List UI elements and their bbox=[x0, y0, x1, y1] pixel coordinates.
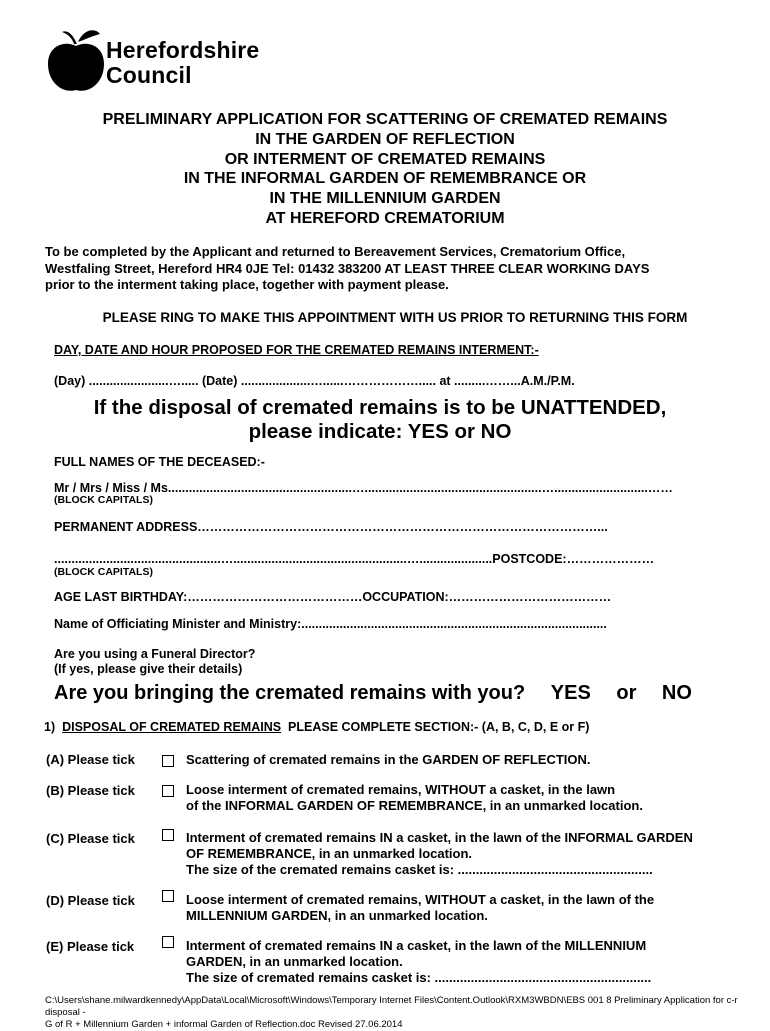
section-1-heading bbox=[44, 720, 589, 734]
intro-line: Westfaling Street, Hereford HR4 0JE Tel: 01432 383200 AT LEAST THREE CLEAR WORKING DAYS bbox=[45, 260, 650, 276]
council-logo-text bbox=[106, 38, 259, 88]
title-line: PRELIMINARY APPLICATION FOR SCATTERING OF CREMATED REMAINS bbox=[102, 111, 668, 128]
age-occupation-field[interactable]: AGE LAST BIRTHDAY:……………………………………OCCUPATION:………………………………… bbox=[54, 590, 612, 604]
ring-notice: PLEASE RING TO MAKE THIS APPOINTMENT WITH US PRIOR TO RETURNING THIS FORM bbox=[102, 310, 688, 325]
option-line: Interment of cremated remains IN a casket, in the lawn of the MILLENNIUM bbox=[186, 938, 647, 953]
option-line: MILLENNIUM GARDEN, in an unmarked location. bbox=[186, 908, 488, 923]
title-line: IN THE GARDEN OF REFLECTION bbox=[255, 130, 515, 148]
option-d-label: (D) Please tick bbox=[46, 893, 135, 908]
block-capitals-note: (BLOCK CAPITALS) bbox=[54, 566, 153, 578]
option-a-text bbox=[186, 752, 726, 768]
unattended-line[interactable]: please indicate: YES or NO bbox=[248, 420, 512, 443]
option-e-label: (E) Please tick bbox=[46, 939, 135, 954]
intro-line: To be completed by the Applicant and returned to Bereavement Services, Crematorium Office, bbox=[45, 244, 626, 259]
title-line: IN THE INFORMAL GARDEN OF REMEMBRANCE OR bbox=[183, 170, 587, 188]
footer-line: C:\Users\shane.milwardkennedy\AppData\Local\Microsoft\Windows\Temporary Internet Files\Content.Outlook\RXM3WBDN\EBS 001 8 Preliminary Application for c-r disposal - bbox=[45, 995, 738, 1018]
bringing-question-text: Are you bringing the cremated remains with you? bbox=[54, 682, 526, 704]
block-capitals-note: (BLOCK CAPITALS) bbox=[54, 494, 153, 506]
address-field[interactable]: PERMANENT ADDRESS……………………………………………………………………………………... bbox=[54, 520, 608, 534]
title-line: AT HEREFORD CREMATORIUM bbox=[265, 209, 505, 227]
funeral-director-question: Are you using a Funeral Director? bbox=[54, 647, 256, 661]
footer-line: G of R + Millennium Garden + informal Garden of Reflection.doc Revised 27.06.2014 bbox=[45, 1019, 403, 1030]
postcode-field[interactable]: ................................................…..................................................….....................POSTCODE:………………… bbox=[54, 552, 655, 566]
day-date-heading: DAY, DATE AND HOUR PROPOSED FOR THE CREMATED REMAINS INTERMENT:- bbox=[54, 343, 539, 357]
day-date-field[interactable]: (Day) .......................…..... (Date) ....................…......………………..... at .........……...A.M./P.M. bbox=[54, 374, 575, 388]
deceased-heading: FULL NAMES OF THE DECEASED:- bbox=[54, 455, 265, 469]
casket-size-field[interactable]: The size of the cremated remains casket is: ...................................................... bbox=[186, 862, 653, 877]
option-line: Loose interment of cremated remains, WITHOUT a casket, in the lawn bbox=[186, 782, 616, 797]
title-line: IN THE MILLENNIUM GARDEN bbox=[269, 190, 501, 208]
title-line: OR INTERMENT OF CREMATED REMAINS bbox=[224, 150, 546, 168]
option-b-label: (B) Please tick bbox=[46, 783, 135, 798]
option-b-checkbox[interactable] bbox=[162, 785, 174, 797]
logo-line-2: Council bbox=[106, 62, 192, 88]
deceased-name-field[interactable]: Mr / Mrs / Miss / Ms.....................................................…...................................................…...........................…… bbox=[54, 481, 673, 495]
unattended-line: If the disposal of cremated remains is to be UNATTENDED, bbox=[93, 396, 667, 419]
or-text: or bbox=[616, 682, 637, 704]
section-number: 1) bbox=[44, 720, 56, 734]
option-line: of the INFORMAL GARDEN OF REMEMBRANCE, in an unmarked location. bbox=[186, 798, 643, 813]
casket-size-field[interactable]: The size of cremated remains casket is: ............................................................ bbox=[186, 970, 652, 985]
logo-line-1: Herefordshire bbox=[106, 37, 260, 63]
option-c-text bbox=[186, 830, 726, 878]
option-c-label: (C) Please tick bbox=[46, 831, 135, 846]
option-a-label: (A) Please tick bbox=[46, 752, 135, 767]
option-b-text bbox=[186, 782, 726, 814]
section-instruction: PLEASE COMPLETE SECTION:- (A, B, C, D, E or F) bbox=[288, 720, 590, 734]
option-e-text bbox=[186, 938, 726, 986]
option-line: Scattering of cremated remains in the GARDEN OF REFLECTION. bbox=[186, 752, 591, 767]
file-path-footer bbox=[45, 995, 760, 1031]
option-e-checkbox[interactable] bbox=[162, 936, 174, 948]
form-title bbox=[40, 110, 730, 229]
funeral-director-note: (If yes, please give their details) bbox=[54, 662, 243, 676]
no-option[interactable]: NO bbox=[661, 682, 692, 704]
intro-paragraph bbox=[45, 244, 745, 294]
yes-option[interactable]: YES bbox=[550, 682, 591, 704]
section-title: DISPOSAL OF CREMATED REMAINS bbox=[62, 720, 282, 734]
minister-field[interactable]: Name of Officiating Minister and Ministry:........................................................................................ bbox=[54, 617, 607, 631]
option-d-text bbox=[186, 892, 726, 924]
option-line: OF REMEMBRANCE, in an unmarked location. bbox=[186, 846, 473, 861]
option-c-checkbox[interactable] bbox=[162, 829, 174, 841]
intro-line: prior to the interment taking place, together with payment please. bbox=[45, 277, 449, 292]
option-d-checkbox[interactable] bbox=[162, 890, 174, 902]
bringing-remains-question bbox=[54, 682, 692, 705]
unattended-question bbox=[60, 396, 700, 444]
option-line: Loose interment of cremated remains, WITHOUT a casket, in the lawn of the bbox=[186, 892, 655, 907]
option-line: Interment of cremated remains IN a casket, in the lawn of the INFORMAL GARDEN bbox=[186, 830, 693, 845]
option-line: GARDEN, in an unmarked location. bbox=[186, 954, 403, 969]
option-a-checkbox[interactable] bbox=[162, 755, 174, 767]
